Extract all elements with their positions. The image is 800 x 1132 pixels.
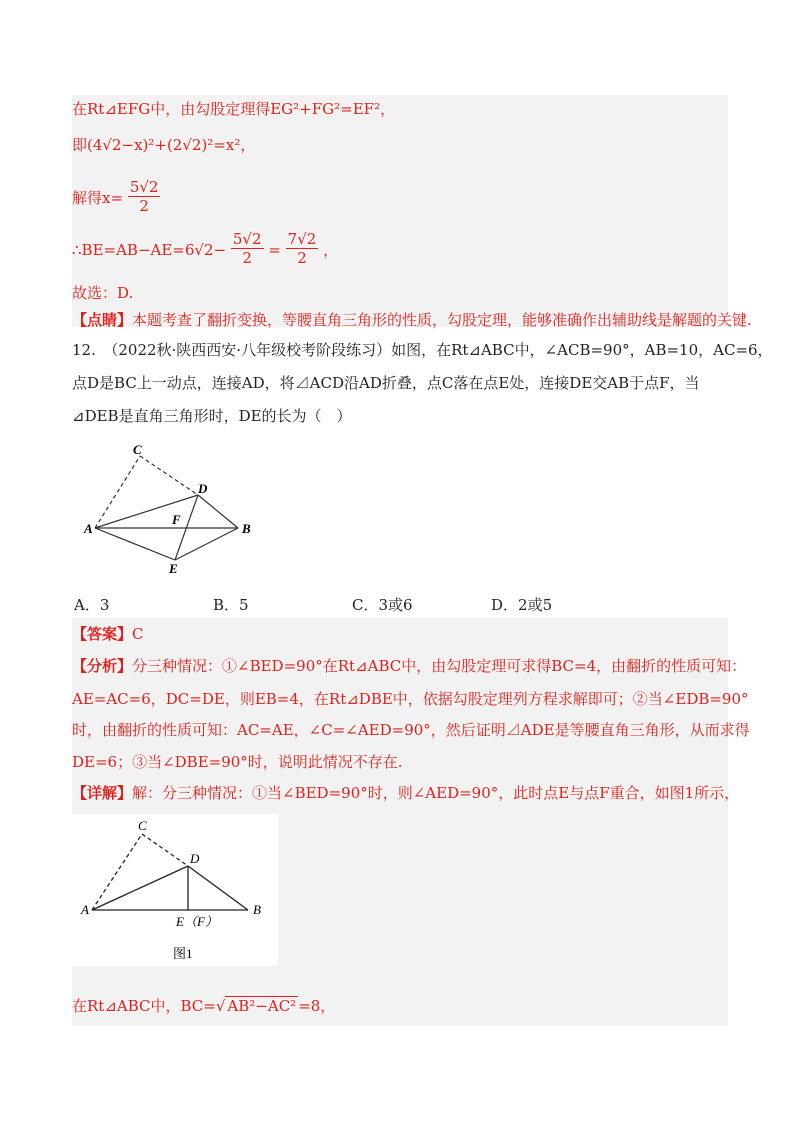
- option-b[interactable]: B．5: [213, 596, 249, 614]
- question-figure: [78, 440, 278, 580]
- figure-caption: 图1: [173, 946, 193, 961]
- detail-line-1: [72, 783, 739, 803]
- solution-line-2: 即(4√2−x)²+(2√2)²=x²，: [72, 136, 256, 154]
- sqrt-radicand: AB²−AC²: [227, 997, 297, 1015]
- fraction-denominator: 2: [139, 197, 149, 215]
- segment-cd: [140, 456, 198, 495]
- detail-last-suffix: =8，: [298, 997, 336, 1015]
- figure-1: [72, 814, 278, 966]
- answer-value: C: [132, 625, 144, 643]
- analysis-text-1: 分三种情况：①∠BED=90°在Rt⊿ABC中，由勾股定理可求得BC=4，由翻折的性质可知：: [132, 657, 747, 675]
- comment-text: 本题考查了翻折变换，等腰直角三角形的性质，勾股定理，能够准确作出辅助线是解题的关键.: [132, 311, 752, 329]
- detail-last-line: [72, 996, 335, 1016]
- fraction-denominator: 2: [242, 249, 252, 267]
- solution-line-4-prefix: ∴BE=AB−AE=6√2−: [72, 241, 227, 259]
- analysis-line-3: 时，由翻折的性质可知：AC=AE，∠C=∠AED=90°，然后证明⊿ADE是等腰直角三角形，从而求得: [72, 721, 750, 739]
- label-a: A: [84, 521, 93, 536]
- segment-ae: [95, 528, 175, 560]
- analysis-line-4: DE=6；③当∠DBE=90°时，说明此情况不存在.: [72, 753, 403, 771]
- detail-text-1: 解：分三种情况：①当∠BED=90°时，则∠AED=90°，此时点E与点F重合，如图1所示，: [132, 784, 740, 802]
- label-c: C: [133, 442, 142, 457]
- detail-last-prefix: 在Rt⊿ABC中，BC=: [72, 997, 216, 1015]
- fraction-numerator: 5√2: [232, 230, 262, 248]
- label-ef: E（F）: [176, 914, 218, 929]
- fraction: [286, 230, 319, 267]
- question-line-3: ⊿DEB是直角三角形时，DE的长为（ ）: [72, 407, 352, 425]
- segment-db: [188, 866, 248, 910]
- top-solution-block: [72, 95, 728, 327]
- solution-line-5: 故选：D.: [72, 284, 134, 302]
- option-a[interactable]: A．3: [74, 596, 110, 614]
- label-d: D: [190, 851, 200, 866]
- solution-line-4: [72, 230, 338, 267]
- solution-line-1: 在Rt⊿EFG中，由勾股定理得EG²+FG²=EF²，: [72, 100, 396, 118]
- fraction-denominator: 2: [297, 249, 307, 267]
- label-b: B: [242, 521, 251, 536]
- label-a: A: [81, 902, 89, 917]
- analysis-line-1: [72, 656, 746, 676]
- detail-tag: 【详解】: [72, 784, 133, 802]
- fraction-numerator: 5√2: [129, 178, 159, 196]
- option-c[interactable]: C．3或6: [352, 596, 413, 614]
- fraction: [128, 178, 161, 215]
- comment-line: [72, 310, 752, 330]
- solution-line-4-end: ，: [323, 241, 339, 259]
- comment-tag: 【点睛】: [72, 311, 133, 329]
- fraction-numerator: 7√2: [287, 230, 317, 248]
- segment-ad: [95, 495, 198, 528]
- label-e: E: [169, 561, 178, 576]
- analysis-tag: 【分析】: [72, 657, 133, 675]
- option-d[interactable]: D．2或5: [491, 596, 553, 614]
- figure-1-box: [72, 814, 278, 966]
- question-line-2: 点D是BC上一动点，连接AD，将⊿ACD沿AD折叠，点C落在点E处，连接DE交AB于点F，当: [72, 374, 700, 392]
- question-line-1: 12. （2022秋·陕西西安·八年级校考阶段练习）如图，在Rt⊿ABC中，∠ACB=90°，AB=10，AC=6，: [72, 341, 773, 359]
- solution-line-3-prefix: 解得x=: [72, 189, 124, 207]
- answer-line: [72, 624, 144, 644]
- label-c: C: [138, 818, 147, 833]
- label-f: F: [172, 512, 181, 527]
- equals-sign: =: [268, 241, 281, 259]
- analysis-line-2: AE=AC=6，DC=DE，则EB=4，在Rt⊿DBE中，依据勾股定理列方程求解即可；②当∠EDB=90°: [72, 690, 749, 708]
- fraction: [231, 230, 264, 267]
- segment-ad: [92, 866, 188, 910]
- solution-line-3: [72, 178, 160, 215]
- label-d: D: [198, 481, 208, 496]
- segment-cd: [142, 834, 188, 866]
- label-b: B: [253, 902, 261, 917]
- segment-ac: [95, 456, 140, 528]
- sqrt-symbol: √: [215, 997, 226, 1015]
- segment-db: [198, 495, 238, 528]
- answer-tag: 【答案】: [72, 625, 133, 643]
